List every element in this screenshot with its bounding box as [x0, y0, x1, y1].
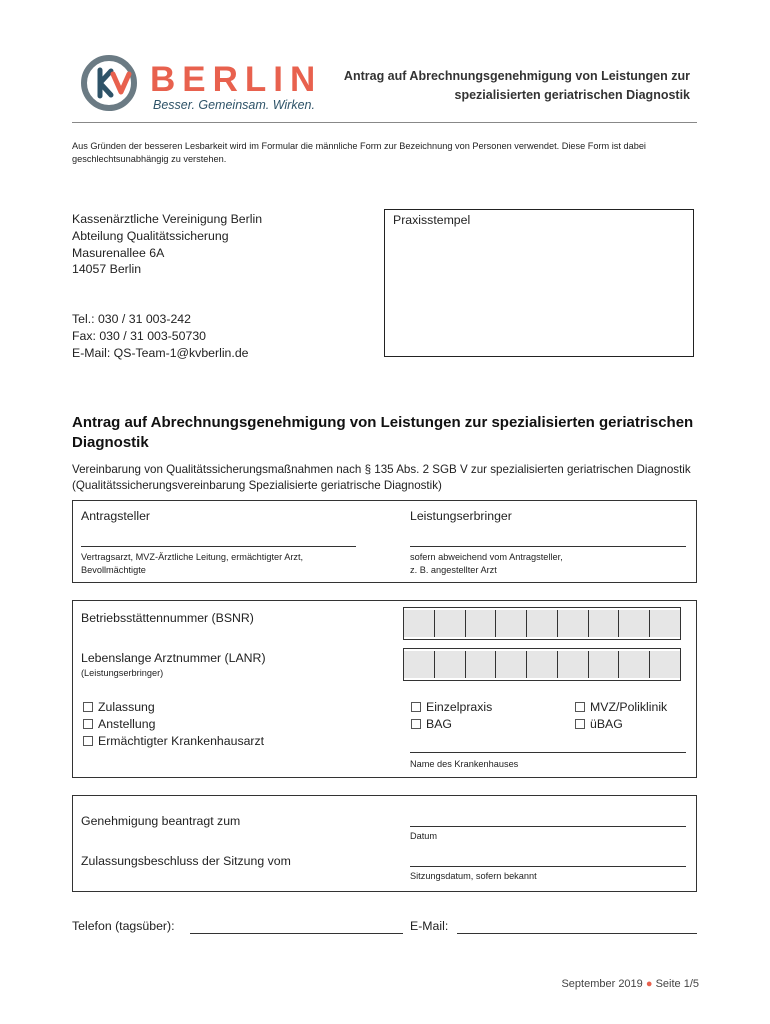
checkbox-ermaechtigter-krankenhausarzt[interactable]: Ermächtigter Krankenhausarzt	[83, 732, 264, 749]
provider-label: Leistungserbringer	[410, 509, 512, 523]
session-date-caption: Sitzungsdatum, sofern bekannt	[410, 871, 537, 881]
gender-note: Aus Gründen der besseren Lesbarkeit wird im Formular die männliche Form zur Bezeichnung von Personen verwendet. Diese Form ist dabei geschlechtsunabhängig zu verstehen.	[72, 141, 646, 164]
logo-tagline: Besser. Gemeinsam. Wirken.	[153, 98, 315, 112]
footer-page: Seite 1/5	[655, 978, 699, 990]
practice-stamp-field[interactable]	[384, 209, 694, 357]
checkbox-mvz-poliklinik[interactable]: MVZ/Poliklinik	[575, 698, 667, 715]
applicant-section	[72, 500, 697, 583]
checkbox-icon	[83, 719, 93, 729]
approval-date-label: Genehmigung beantragt zum	[81, 814, 241, 828]
session-date-input[interactable]	[410, 866, 686, 867]
contact-info	[72, 311, 249, 361]
bsnr-input[interactable]	[403, 607, 681, 640]
logo-wordmark: BERLIN	[150, 60, 323, 99]
footer-dot-icon: ●	[645, 978, 653, 990]
lanr-input[interactable]	[403, 648, 681, 681]
applicant-caption: Vertragsarzt, MVZ-Ärztliche Leitung, ermächtigter Arzt, Bevollmächtigte	[81, 552, 304, 575]
checkbox-anstellung[interactable]: Anstellung	[83, 715, 264, 732]
email-input[interactable]	[457, 933, 697, 934]
email-label: E-Mail:	[410, 919, 449, 933]
phone-input[interactable]	[190, 933, 403, 934]
checkbox-icon	[83, 736, 93, 746]
approval-date-caption: Datum	[410, 831, 438, 841]
form-subtitle: Vereinbarung von Qualitätssicherungsmaßnahmen nach § 135 Abs. 2 SGB V zur spezialisierten geriatrischen Diagnostik (Qualitätssicherungsvereinbarung Spezialisierte geriatrische Diagnostik)	[72, 463, 691, 492]
applicant-input[interactable]	[81, 546, 356, 547]
contact-email: E-Mail: QS-Team-1@kvberlin.de	[72, 345, 249, 360]
applicant-label: Antragsteller	[81, 509, 151, 523]
checkbox-icon	[83, 702, 93, 712]
footer-date: September 2019	[561, 978, 643, 990]
kv-logo-icon	[80, 54, 138, 112]
header-title: Antrag auf Abrechnungsgenehmigung von Leistungen zur spezialisierten geriatrischen Diagnostik	[343, 69, 690, 102]
approval-section	[72, 795, 697, 892]
phone-label: Telefon (tagsüber):	[72, 919, 175, 933]
form-title: Antrag auf Abrechnungsgenehmigung von Leistungen zur spezialisierten geriatrischen Diagnostik	[72, 414, 694, 451]
hospital-name-input[interactable]	[410, 752, 686, 753]
checkbox-icon	[575, 719, 585, 729]
bsnr-label: Betriebsstättennummer (BSNR)	[81, 611, 254, 625]
lanr-sublabel: (Leistungserbringer)	[81, 668, 164, 678]
hospital-name-caption: Name des Krankenhauses	[410, 759, 519, 769]
lanr-label: Lebenslange Arztnummer (LANR)	[81, 651, 266, 665]
contact-tel: Tel.: 030 / 31 003-242	[72, 312, 191, 326]
provider-input[interactable]	[410, 546, 686, 547]
header-divider	[72, 122, 697, 123]
checkbox-bag[interactable]: BAG	[411, 715, 492, 732]
page-footer	[561, 978, 699, 990]
contact-fax: Fax: 030 / 31 003-50730	[72, 328, 206, 343]
checkbox-icon	[575, 702, 585, 712]
checkbox-uebag[interactable]: üBAG	[575, 715, 667, 732]
checkbox-einzelpraxis[interactable]: Einzelpraxis	[411, 698, 492, 715]
checkbox-icon	[411, 702, 421, 712]
practice-section	[72, 600, 697, 778]
recipient-address: Kassenärztliche Vereinigung Berlin Abteilung Qualitätssicherung Masurenallee 6A 14057 Berlin	[72, 212, 263, 277]
stamp-label: Praxisstempel	[393, 213, 471, 227]
checkbox-zulassung[interactable]: Zulassung	[83, 698, 264, 715]
provider-caption: sofern abweichend vom Antragsteller, z. B. angestellter Arzt	[410, 552, 563, 575]
checkbox-icon	[411, 719, 421, 729]
session-date-label: Zulassungsbeschluss der Sitzung vom	[81, 854, 291, 868]
approval-date-input[interactable]	[410, 826, 686, 827]
